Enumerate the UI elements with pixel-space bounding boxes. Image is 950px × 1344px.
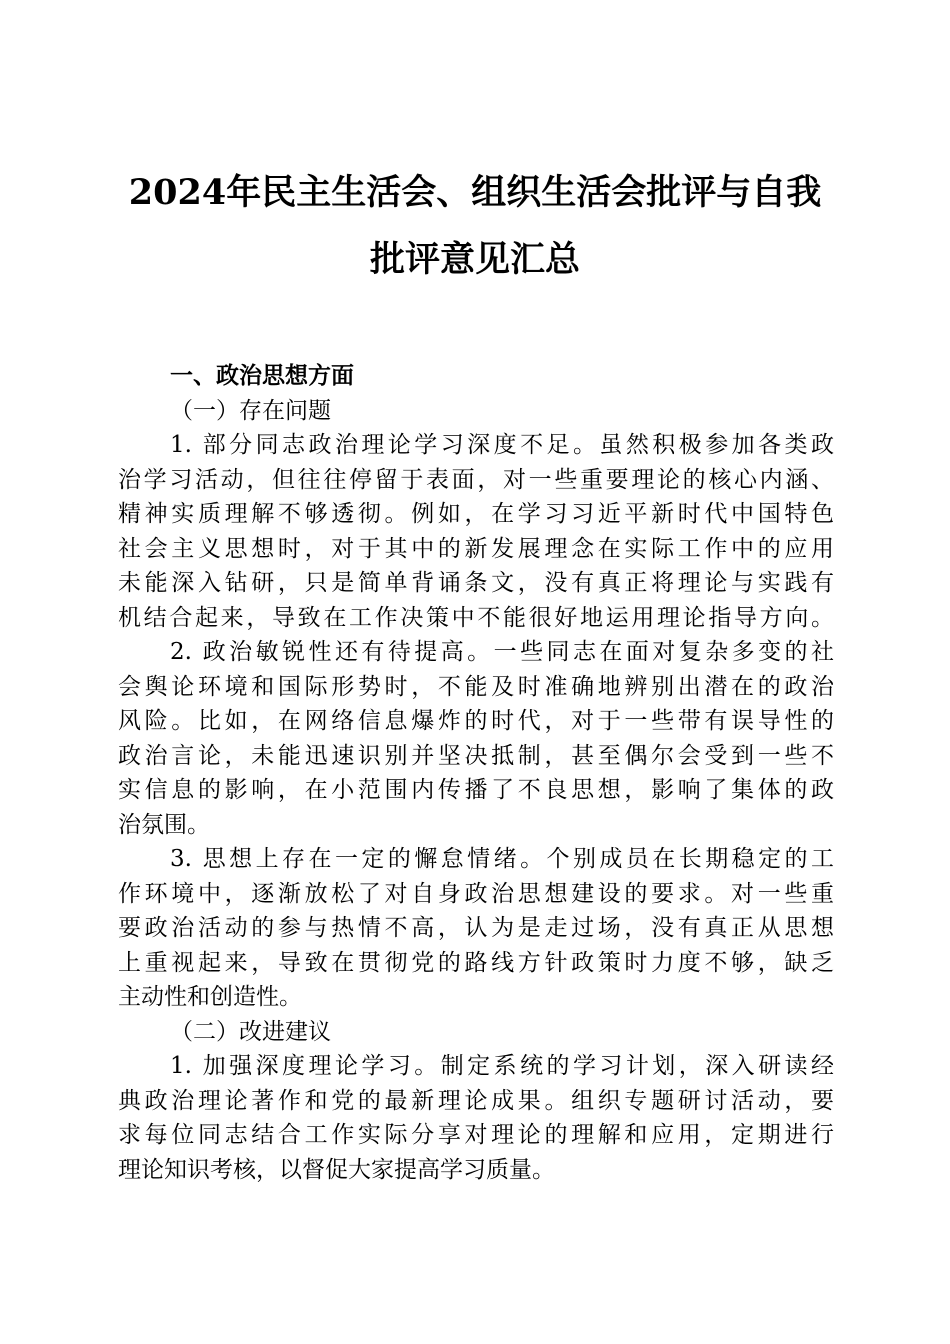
paragraph-line: 机结合起来，导致在工作决策中不能很好地运用理论指导方向。 [118, 604, 834, 631]
paragraph-line: 政治言论，未能迅速识别并坚决抵制，甚至偶尔会受到一些不 [118, 742, 834, 769]
paragraph-line: 风险。比如，在网络信息爆炸的时代，对于一些带有误导性的 [118, 708, 834, 734]
suggestion-item-1 [118, 1049, 834, 1187]
paragraph-line: 作环境中，逐渐放松了对自身政治思想建设的要求。对一些重 [118, 880, 834, 907]
subsection-heading-problems: （一）存在问题 [170, 397, 331, 424]
paragraph-line: 未能深入钻研，只是简单背诵条文，没有真正将理论与实践有 [118, 570, 834, 596]
paragraph-line: 要政治活动的参与热情不高，认为是走过场，没有真正从思想 [118, 915, 834, 941]
document-title-line-1: 2024年民主生活会、组织生活会批评与自我 [128, 172, 822, 213]
problem-item-3 [118, 842, 834, 1015]
paragraph-line: 治学习活动，但往往停留于表面，对一些重要理论的核心内涵、 [118, 466, 834, 493]
document-body [118, 359, 834, 1187]
section-heading: 一、政治思想方面 [170, 362, 354, 389]
subsection-heading-suggestions: （二）改进建议 [170, 1018, 331, 1045]
paragraph-line: 求每位同志结合工作实际分享对理论的理解和应用，定期进行 [118, 1122, 834, 1148]
paragraph-line: 精神实质理解不够透彻。例如，在学习习近平新时代中国特色 [118, 501, 834, 527]
paragraph-line: 2. 政治敏锐性还有待提高。一些同志在面对复杂多变的社 [170, 639, 834, 665]
document-title-line-2: 批评意见汇总 [369, 239, 580, 280]
problem-item-2 [118, 635, 834, 842]
problem-item-1 [118, 428, 834, 635]
paragraph-line: 会舆论环境和国际形势时，不能及时准确地辨别出潜在的政治 [118, 673, 834, 700]
paragraph-line: 社会主义思想时，对于其中的新发展理念在实际工作中的应用 [118, 535, 834, 562]
paragraph-line: 1. 部分同志政治理论学习深度不足。虽然积极参加各类政 [170, 432, 834, 458]
paragraph-line: 主动性和创造性。 [118, 984, 302, 1010]
paragraph-line: 1. 加强深度理论学习。制定系统的学习计划，深入研读经 [170, 1053, 834, 1079]
paragraph-line: 实信息的影响，在小范围内传播了不良思想，影响了集体的政 [118, 777, 834, 803]
paragraph-line: 理论知识考核，以督促大家提高学习质量。 [118, 1156, 555, 1183]
paragraph-line: 典政治理论著作和党的最新理论成果。组织专题研讨活动，要 [118, 1087, 834, 1114]
paragraph-line: 治氛围。 [118, 811, 210, 838]
paragraph-line: 上重视起来，导致在贯彻党的路线方针政策时力度不够，缺乏 [118, 949, 834, 976]
paragraph-line: 3. 思想上存在一定的懈怠情绪。个别成员在长期稳定的工 [170, 846, 834, 872]
